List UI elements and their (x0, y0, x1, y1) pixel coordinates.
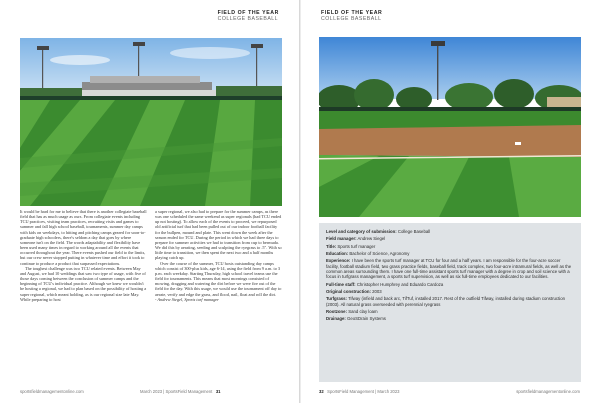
fact-label: Title: (326, 243, 337, 249)
left-page (0, 0, 299, 403)
stadium-photo-image (20, 38, 282, 206)
fact-row (326, 289, 574, 294)
fact-label: Original construction: (326, 289, 371, 294)
infield-photo (319, 37, 581, 217)
article-paragraph: Over the course of the summer, TCU hosts outstanding day camps which consist of 300-plus kids, age 6-14, using the field from 9 a.m. to 3 p.m. each weekday. Starting Thursday, high school travel teams use the field for tournaments. This means that most mornings consisted of mowing, dragging and watering the dirt before we were fire out of the field for the day. With this usage, we would use the tournament off day to aerate, verify and edge the grass, and flood, nail, float and roll the dirt. (155, 260, 282, 297)
infield-photo-image (319, 37, 581, 217)
article-paragraph: The toughest challenge was two TCU related events. Between May and August, we had 10 weddings that saw two type of usage, with five of those days coming between the conclusion of summer camps and the beginning of TCU's individual practice. Although we knew we wouldn't be hosting a regional, we had to plan based on the possibility of hosting a super regional, which meant holding, as is our regional size late May. While preparing to host (20, 265, 147, 302)
page-number: 32 (319, 389, 324, 394)
fact-value: Bachelor of Science, Agronomy (349, 250, 410, 256)
fact-label: Level and category of submission: (326, 229, 397, 234)
fact-value: College Baseball (397, 229, 431, 234)
fact-row (326, 236, 574, 241)
author-signature: - Andrew Siegel, Sports turf manager (155, 296, 219, 302)
footer-website[interactable]: sportsfieldmanagementonline.com (20, 389, 84, 394)
fact-row (326, 258, 574, 280)
fact-row (326, 316, 574, 321)
fact-value: Tifway (infield and back arc, TifTuf, installed 2017. Rest of the outfield Tifway, installed during stadium construction (2003). All natural grass overseeded with perennial ryegrass (326, 296, 566, 307)
section-subtitle: COLLEGE BASEBALL (217, 16, 279, 22)
article-body (20, 209, 282, 302)
fact-value: Andrew Siegel (357, 236, 386, 242)
fact-value: Sand clay loam (348, 309, 378, 314)
fact-value: Sports turf manager (337, 243, 376, 249)
footer-website[interactable]: sportsfieldmanagementonline.com (516, 389, 580, 394)
fact-label: Experience: (326, 258, 351, 264)
fact-label: Turfgrass: (326, 296, 347, 302)
fact-value: I have been the sports turf manager at TCU for four and a half years. I am responsible for the four-acre soccer facility, football stadium field, two grass practice fields, baseball field, track complex, two four-acre intramural fields, as well as the common areas surrounding them. I have one full-time assistant sports turf manager with a degree in crop and soil science with a focus in turfgrass management, a sports turf supervision, as well as six full-time employees dedicated to our facilities. (326, 258, 572, 280)
footer-magazine: SportsField Management (327, 389, 374, 394)
footer-issue-block: 32 SportsField Management | March 2023 (319, 389, 400, 394)
article-column-1 (20, 209, 147, 302)
section-header (321, 10, 382, 22)
footer-issue: March 2023 (377, 389, 400, 394)
fact-label: Rootzone: (326, 309, 348, 314)
article-paragraph: It would be hard for me to believe that there is another collegiate baseball field that has as much usage as ours. From collegiate events including TCU practices, visiting team practices, recruiting visits and games to summer and fall high school baseball, tournaments, summer day camps with kids on weekdays, to hitting and pitching camps geared for soon-to-graduate high schoolers, there's seldom a day that goes by where someone isn't on the field. The words adaptability and flexibility have been used many times in regard to working around all the events that occurred throughout the year. There events pushed our field to the limits, but our crew never stopped putting in whatever time and effort it took to continue to produce a product that surpassed expectations. (20, 209, 147, 266)
section-subtitle: COLLEGE BASEBALL (321, 16, 382, 22)
section-kicker: FIELD OF THE YEAR (321, 10, 383, 16)
fact-row (326, 244, 574, 249)
fact-label: Education: (326, 250, 349, 256)
fact-label: Drainage: (326, 316, 346, 322)
field-facts-box (319, 223, 581, 382)
article-column-2 (155, 209, 282, 302)
footer-issue: March 2023 (140, 389, 163, 394)
section-kicker: FIELD OF THE YEAR (217, 10, 279, 16)
fact-label: Full-time staff: (326, 281, 356, 287)
fact-row (326, 296, 574, 307)
fact-row (326, 282, 574, 287)
footer-magazine: SportsField Management (165, 389, 213, 394)
fact-row (326, 251, 574, 256)
fact-row (326, 309, 574, 314)
fact-value: 2003 (372, 289, 382, 294)
fact-value: GeoSDrain Systems (347, 316, 386, 322)
fact-label: Field manager: (326, 236, 357, 242)
page-number: 31 (215, 389, 221, 394)
footer-issue-block: March 2023 | SportsField Management 31 (140, 389, 221, 394)
fact-row (326, 229, 574, 234)
fact-value: Christopher Humphrey and Eduardo Cardoza (356, 281, 444, 287)
stadium-photo (20, 38, 282, 206)
article-paragraph: a super regional, we also had to prepare for the summer camps, as there was one scheduled the same weekend as super regionals (had TCU ended up not hosting). To allow each of the events to proceed, we repurposed old artificial turf that had been pulled out of our indoor football facility for the bullpen, mound and plate. This went down the week after the season ended for TCU. During the period in which we had three days to prepare for summer activities we had to transition from cup to bermuda. We did this by aerating, seeding and sculpting the ryegrass to .5". With so little time to transition, we then spent the next two and a half months playing catch up. (155, 209, 282, 261)
section-header (218, 10, 279, 22)
right-page (301, 0, 600, 403)
